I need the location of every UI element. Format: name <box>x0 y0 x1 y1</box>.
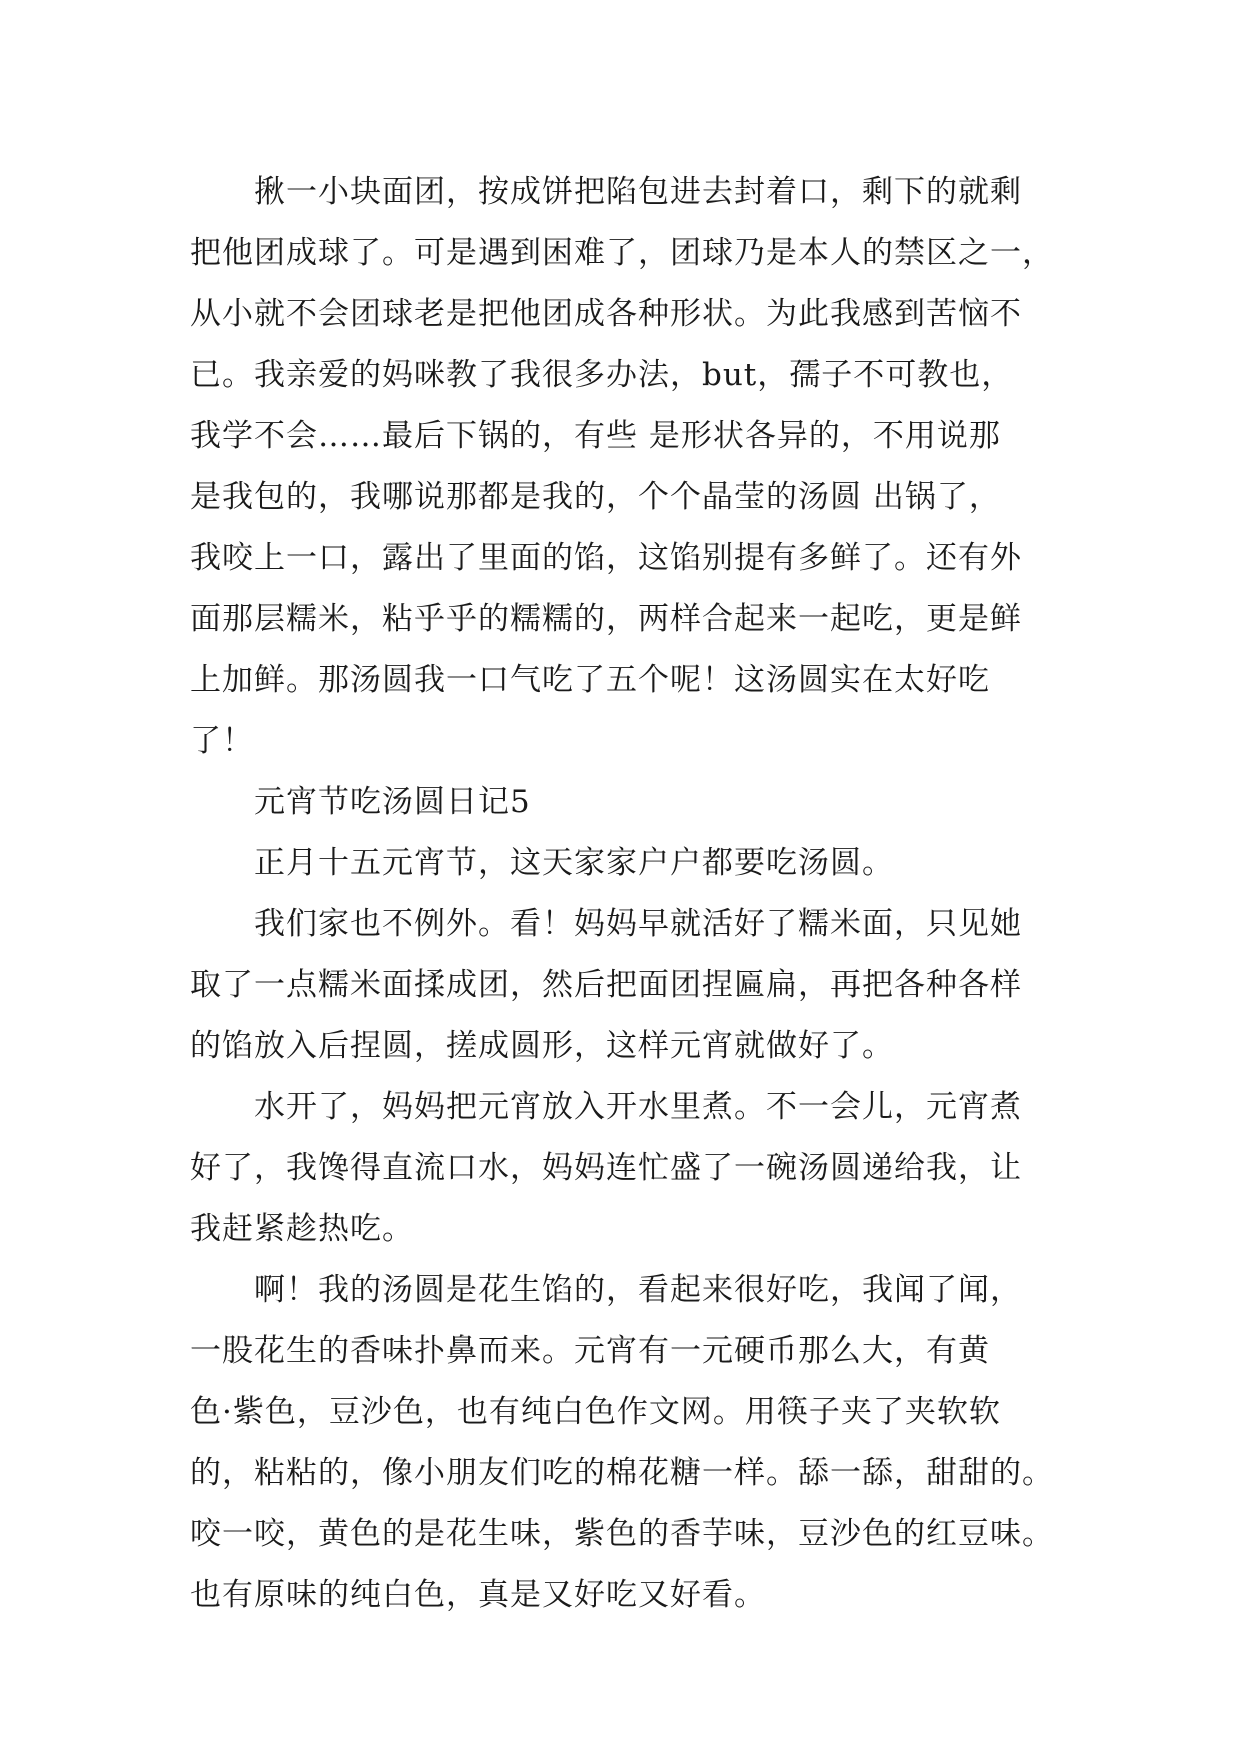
text-line: 取了一点糯米面揉成团，然后把面团捏匾扁，再把各种各样 <box>190 967 1022 1003</box>
text-line: 我赶紧趁热吃。 <box>190 1211 414 1247</box>
text-line: 上加鲜。那汤圆我一口气吃了五个呢！这汤圆实在太好吃 <box>190 662 990 698</box>
document-page <box>190 162 1070 1626</box>
text-line: 我咬上一口，露出了里面的馅，这馅别提有多鲜了。还有外 <box>190 540 1022 576</box>
text-line: 已。我亲爱的妈咪教了我很多办法，but，孺子不可教也， <box>190 357 1014 393</box>
text-line: 也有原味的纯白色，真是又好吃又好看。 <box>190 1577 766 1613</box>
paragraph-3 <box>190 894 1070 1077</box>
text-line: 的馅放入后捏圆，搓成圆形，这样元宵就做好了。 <box>190 1028 894 1064</box>
text-line: 面那层糯米，粘乎乎的糯糯的，两样合起来一起吃，更是鲜 <box>190 601 1022 637</box>
text-line: 是我包的，我哪说那都是我的，个个晶莹的汤圆 出锅了， <box>190 479 1001 515</box>
text-line: 的，粘粘的，像小朋友们吃的棉花糖一样。舔一舔，甜甜的。 <box>190 1455 1054 1491</box>
paragraph-5 <box>190 1260 1070 1626</box>
paragraph-1 <box>190 162 1070 772</box>
paragraph-2 <box>190 833 1070 894</box>
text-line: 正月十五元宵节，这天家家户户都要吃汤圆。 <box>190 845 894 881</box>
text-line: 把他团成球了。可是遇到困难了，团球乃是本人的禁区之一， <box>190 235 1054 271</box>
text-line: 从小就不会团球老是把他团成各种形状。为此我感到苦恼不 <box>190 296 1022 332</box>
paragraph-4 <box>190 1077 1070 1260</box>
text-line: 我们家也不例外。看！妈妈早就活好了糯米面，只见她 <box>190 906 1022 942</box>
text-line: 啊！我的汤圆是花生馅的，看起来很好吃，我闻了闻， <box>190 1272 1022 1308</box>
text-line: 水开了，妈妈把元宵放入开水里煮。不一会儿，元宵煮 <box>190 1089 1022 1125</box>
text-line: 我学不会……最后下锅的，有些 是形状各异的，不用说那 <box>190 418 1001 454</box>
text-line: 咬一咬，黄色的是花生味，紫色的香芋味，豆沙色的红豆味。 <box>190 1516 1054 1552</box>
text-line: 揪一小块面团，按成饼把陷包进去封着口，剩下的就剩 <box>190 174 1022 210</box>
text-line: 一股花生的香味扑鼻而来。元宵有一元硬币那么大，有黄 <box>190 1333 990 1369</box>
section-heading <box>190 772 1070 833</box>
text-line: 了！ <box>190 723 254 759</box>
heading-text: 元宵节吃汤圆日记5 <box>190 784 531 820</box>
text-line: 好了，我馋得直流口水，妈妈连忙盛了一碗汤圆递给我，让 <box>190 1150 1022 1186</box>
text-line: 色·紫色，豆沙色，也有纯白色作文网。用筷子夹了夹软软 <box>190 1394 1001 1430</box>
